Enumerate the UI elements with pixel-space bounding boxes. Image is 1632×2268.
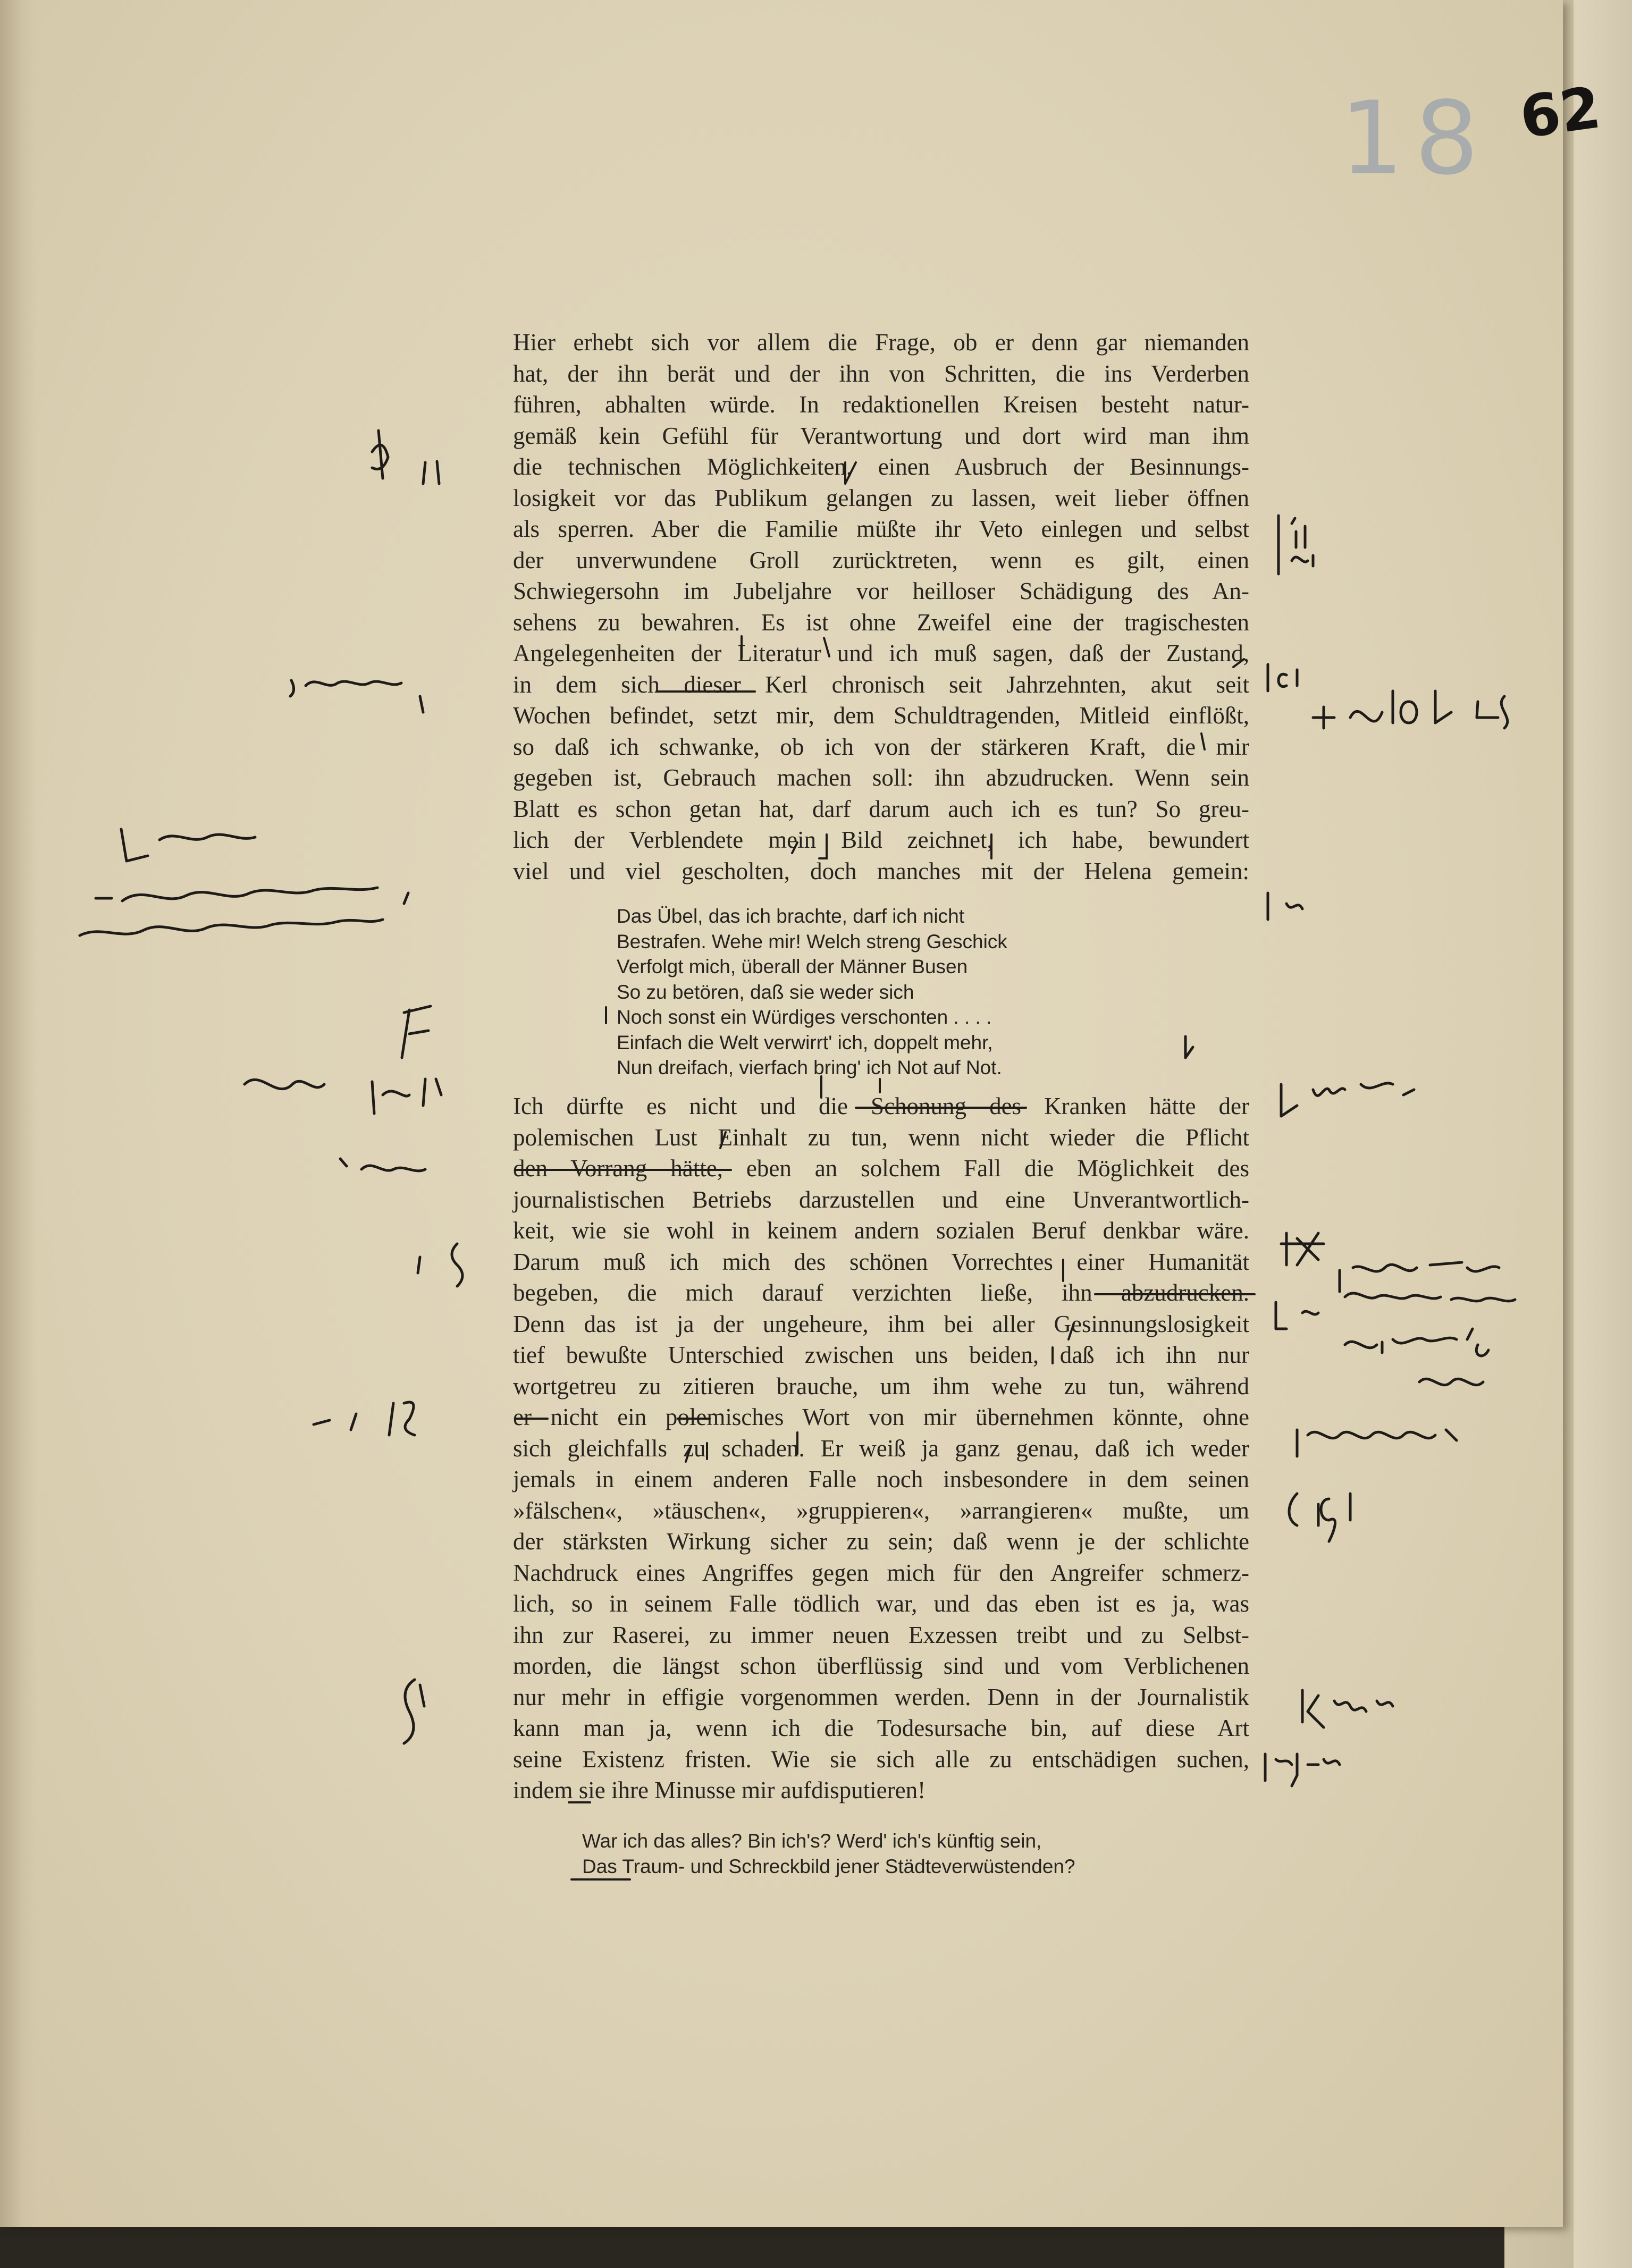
margin-mark <box>1268 893 1302 920</box>
text-line: Nachdruck eines Angriffes gegen mich für den Angreifer schmerz- <box>513 1559 1249 1586</box>
page-number: 62 <box>1516 74 1605 151</box>
text-line: hat, der ihn berät und der ihn von Schritten, die ins Verderben <box>513 360 1249 387</box>
text-line: er nicht ein polemisches Wort von mir übernehmen könnte, ohne <box>513 1404 1249 1430</box>
margin-mark <box>402 1006 431 1058</box>
margin-mark <box>1340 1262 1499 1292</box>
verse-line: Das Übel, das ich brachte, darf ich nicht <box>617 905 964 927</box>
text-line: wortgetreu zu zitieren brauche, um ihm wehe zu tun, während <box>513 1372 1249 1399</box>
text-line: keit, wie sie wohl in keinem andern sozialen Beruf denkbar wäre. <box>513 1217 1249 1244</box>
text-line: Wochen befindet, setzt mir, dem Schuldtragenden, Mitleid einflößt, <box>513 702 1249 729</box>
margin-mark <box>418 1244 462 1286</box>
text-line: gegeben ist, Gebrauch machen soll: ihn abzudrucken. Wenn sein <box>513 764 1249 791</box>
text-line: kann man ja, wenn ich die Todesursache bin, auf diese Art <box>513 1715 1249 1741</box>
backing-strip <box>1574 0 1632 2268</box>
margin-mark <box>1265 1754 1340 1786</box>
verse-line: Das Traum- und Schreckbild jener Städteverwüstenden? <box>582 1855 1075 1877</box>
margin-mark <box>1302 1690 1393 1727</box>
text-line: seine Existenz fristen. Wie sie sich alle zu entschädigen suchen, <box>513 1746 1249 1773</box>
margin-mark <box>80 920 383 935</box>
text-line: Ich dürfte es nicht und die Schonung des Kranken hätte der <box>513 1093 1249 1119</box>
text-line: Schwiegersohn im Jubeljahre vor heilloser Schädigung des An- <box>513 578 1249 604</box>
text-line: tief bewußte Unterschied zwischen uns beiden, daß ich ihn nur <box>513 1342 1249 1368</box>
margin-mark <box>1278 547 1313 574</box>
text-line: viel und viel gescholten, doch manches mit der Helena gemein: <box>513 857 1249 884</box>
margin-mark <box>121 829 255 861</box>
text-line: als sperren. Aber die Familie müßte ihr Veto einlegen und selbst <box>513 516 1249 542</box>
text-line: so daß ich schwanke, ob ich von der stärkeren Kraft, die mir <box>513 733 1249 760</box>
text-line: lich der Verblendete mein Bild zeichnet, ich habe, bewundert <box>513 827 1249 853</box>
insert-mark <box>686 1432 797 1462</box>
margin-mark <box>245 1079 441 1114</box>
verse-line: So zu betören, daß sie weder sich <box>617 981 914 1003</box>
verse-line: Verfolgt mich, überall der Männer Busen <box>617 956 968 977</box>
insert-mark <box>606 1007 880 1092</box>
text-line: »fälschen«, »täuschen«, »gruppieren«, »arrangieren« mußte, um <box>513 1497 1249 1524</box>
margin-mark <box>340 1159 425 1171</box>
insert-mark <box>824 638 1244 749</box>
text-line: Denn das ist ja der ungeheure, ihm bei aller Gesinnungslosigkeit <box>513 1310 1249 1337</box>
margin-mark <box>1345 1293 1515 1301</box>
text-line: die technischen Möglichkeiten, einen Ausbruch der Besinnungs- <box>513 453 1249 480</box>
text-line: sehens zu bewahren. Es ist ohne Zweifel eine der tragischesten <box>513 609 1249 636</box>
margin-mark <box>404 1680 424 1743</box>
text-line: lich, so in seinem Falle tödlich war, und das eben ist es ja, was <box>513 1590 1249 1617</box>
insert-mark <box>1053 1260 1074 1363</box>
margin-mark <box>1313 691 1508 728</box>
text-line: Blatt es schon getan hat, darf darum auch ich es tun? So greu- <box>513 795 1249 822</box>
text-line: losigkeit vor das Publikum gelangen zu lassen, weit lieber öffnen <box>513 484 1249 511</box>
text-line: führen, abhalten würde. In redaktionellen Kreisen besteht natur- <box>513 391 1249 418</box>
margin-mark <box>1345 1329 1488 1356</box>
text-line: journalistischen Betriebs darzustellen und eine Unverantwortlich- <box>513 1186 1249 1213</box>
margin-mark <box>1289 1494 1350 1541</box>
text-line: nur mehr in effigie vorgenommen werden. Denn in der Journalistik <box>513 1683 1249 1710</box>
text-line: Darum muß ich mich des schönen Vorrechtes einer Humanität <box>513 1248 1249 1275</box>
text-line: sich gleichfalls zu schaden. Er weiß ja ganz genau, daß ich weder <box>513 1435 1249 1462</box>
margin-mark <box>1281 1233 1324 1265</box>
margin-mark <box>290 680 423 712</box>
margin-mark <box>1281 1083 1414 1116</box>
verse-line: Nun dreifach, vierfach bring' ich Not auf Not. <box>617 1057 1002 1078</box>
margin-mark <box>1419 1379 1483 1385</box>
insert-mark <box>720 1076 821 1148</box>
margin-mark <box>1268 664 1297 691</box>
text-line: ihn zur Raserei, zu immer neuen Exzessen treibt und zu Selbst- <box>513 1621 1249 1648</box>
text-line: Hier erhebt sich vor allem die Frage, ob er denn gar niemanden <box>513 329 1249 356</box>
text-line: der stärksten Wirkung sicher zu sein; daß wenn je der schlichte <box>513 1528 1249 1555</box>
margin-mark <box>1276 1302 1318 1329</box>
text-line: der unverwundene Groll zurücktreten, wenn es gilt, einen <box>513 546 1249 574</box>
verse-line: Bestrafen. Wehe mir! Welch streng Geschick <box>617 930 1007 952</box>
margin-mark <box>96 888 408 904</box>
verse-line: War ich das alles? Bin ich's? Werd' ich's künftig sein, <box>582 1830 1042 1852</box>
text-line: Angelegenheiten der Literatur und ich muß sagen, daß der Zustand, <box>513 640 1249 667</box>
text-line: begeben, die mich darauf verzichten ließe, ihn abzudrucken. <box>513 1279 1249 1306</box>
insert-mark <box>742 462 856 657</box>
margin-mark <box>1297 1430 1457 1456</box>
verse-line: Noch sonst ein Würdiges verschonten . . . . <box>617 1006 992 1028</box>
text-line: den Vorrang hätte, eben an solchem Fall die Möglichkeit des <box>513 1155 1249 1182</box>
margin-mark <box>314 1402 415 1435</box>
margin-mark <box>1185 1036 1193 1058</box>
pencil-folio-mark: 18 <box>1340 80 1490 197</box>
text-line: morden, die längst schon überflüssig sind und vom Verblichenen <box>513 1652 1249 1679</box>
insert-mark <box>792 834 991 858</box>
text-line: indem sie ihre Minusse mir aufdisputieren! <box>513 1777 926 1803</box>
text-line: in dem sich dieser Kerl chronisch seit Jahrzehnten, akut seit <box>513 671 1249 698</box>
text-line: gemäß kein Gefühl für Verantwortung und dort wird man ihm <box>513 422 1249 449</box>
text-line: jemals in einem anderen Falle noch insbesondere in dem seinen <box>513 1466 1249 1493</box>
margin-mark <box>1278 516 1305 547</box>
text-line: polemischen Lust Einhalt zu tun, wenn nicht wieder die Pflicht <box>513 1124 1249 1151</box>
verse-line: Einfach die Welt verwirrt' ich, doppelt mehr, <box>617 1031 993 1053</box>
margin-mark <box>372 431 388 478</box>
margin-mark <box>423 461 439 484</box>
